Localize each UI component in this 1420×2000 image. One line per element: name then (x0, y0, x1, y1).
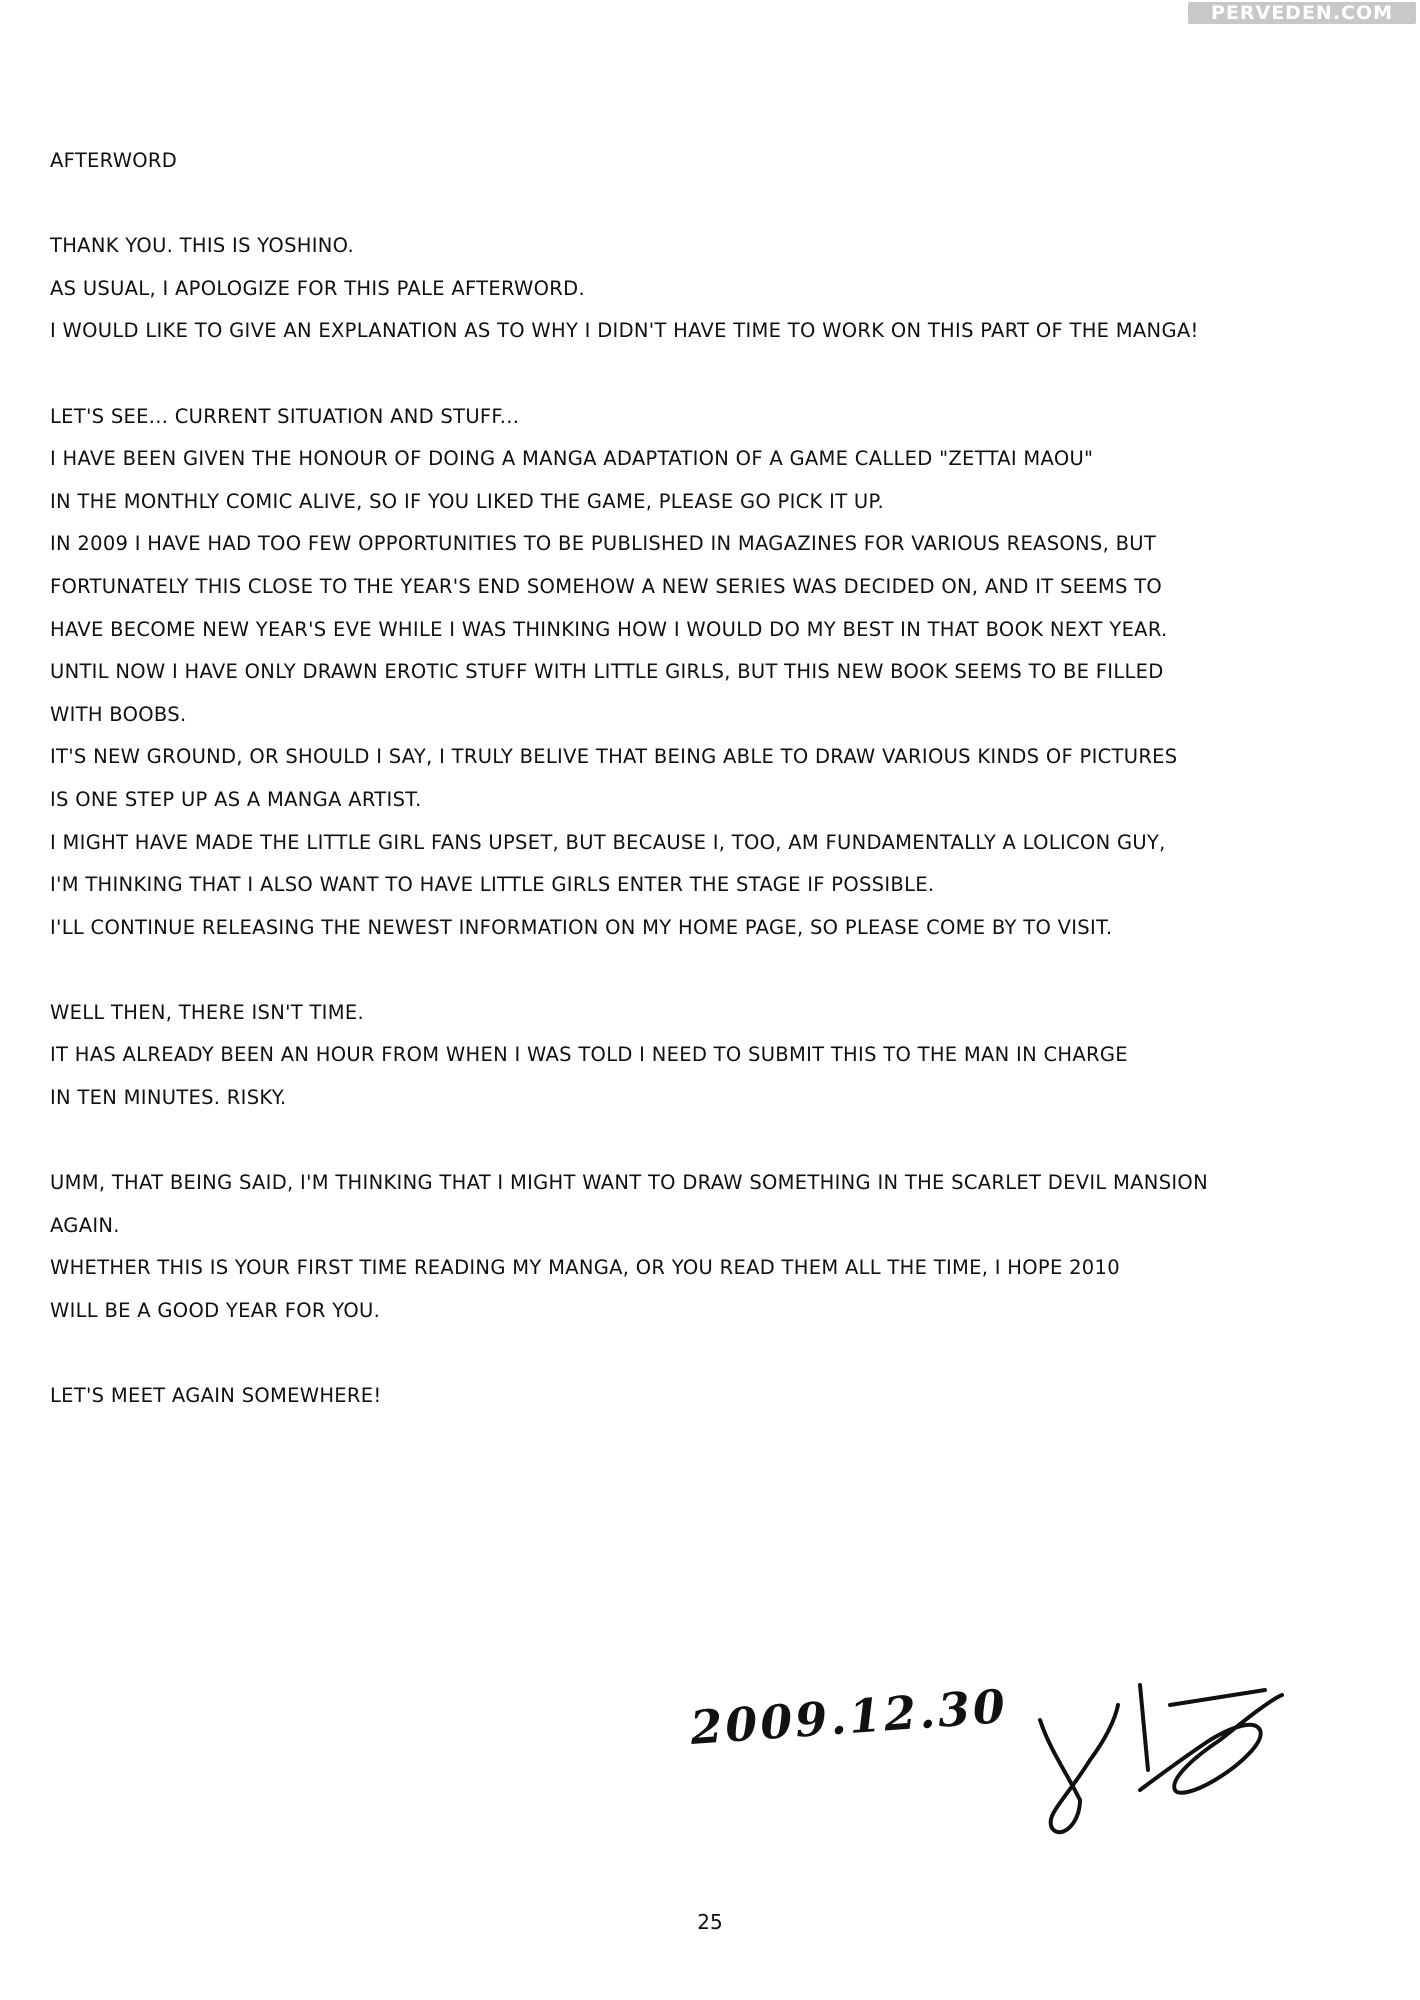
paragraph-gap (50, 1120, 1390, 1163)
paragraph-gap (50, 183, 1390, 226)
text-line: I WOULD LIKE TO GIVE AN EXPLANATION AS TO WHY I DIDN'T HAVE TIME TO WORK ON THIS PART OF THE MANGA! (50, 319, 1199, 343)
text-line: UMM, THAT BEING SAID, I'M THINKING THAT I MIGHT WANT TO DRAW SOMETHING IN THE SCARLET DEVIL MANSION (50, 1171, 1208, 1195)
text-line: WELL THEN, THERE ISN'T TIME. (50, 1000, 364, 1024)
text-line: WITH BOOBS. (50, 702, 187, 726)
signature-date: 2009.12.30 (688, 1678, 1010, 1756)
text-line: IS ONE STEP UP AS A MANGA ARTIST. (50, 787, 422, 811)
text-line: LET'S SEE... CURRENT SITUATION AND STUFF... (50, 404, 520, 428)
text-line: IT'S NEW GROUND, OR SHOULD I SAY, I TRULY BELIVE THAT BEING ABLE TO DRAW VARIOUS KINDS OF PICTURES (50, 745, 1178, 769)
paragraph-gap (50, 1333, 1390, 1376)
text-line: THANK YOU. THIS IS YOSHINO. (50, 234, 355, 258)
afterword-heading: AFTERWORD (50, 149, 178, 172)
text-line: I MIGHT HAVE MADE THE LITTLE GIRL FANS UPSET, BUT BECAUSE I, TOO, AM FUNDAMENTALLY A LOLICON GUY, (50, 830, 1166, 854)
text-line: IT HAS ALREADY BEEN AN HOUR FROM WHEN I WAS TOLD I NEED TO SUBMIT THIS TO THE MAN IN CHARGE (50, 1043, 1128, 1067)
page-number: 25 (697, 1910, 723, 1934)
paragraph-gap (50, 353, 1390, 396)
text-line: IN THE MONTHLY COMIC ALIVE, SO IF YOU LIKED THE GAME, PLEASE GO PICK IT UP. (50, 489, 884, 513)
signature-block (690, 1650, 1290, 1850)
text-line: I'LL CONTINUE RELEASING THE NEWEST INFORMATION ON MY HOME PAGE, SO PLEASE COME BY TO VISIT. (50, 915, 1113, 939)
text-line: I'M THINKING THAT I ALSO WANT TO HAVE LITTLE GIRLS ENTER THE STAGE IF POSSIBLE. (50, 873, 935, 897)
paragraph-gap (50, 949, 1390, 992)
handwritten-signature (1020, 1650, 1290, 1850)
afterword-text-block (50, 140, 1390, 1418)
text-line: WILL BE A GOOD YEAR FOR YOU. (50, 1299, 381, 1323)
text-line: FORTUNATELY THIS CLOSE TO THE YEAR'S END SOMEHOW A NEW SERIES WAS DECIDED ON, AND IT SEEMS TO (50, 574, 1163, 598)
watermark-text: PERVEDEN.COM (1210, 2, 1394, 24)
text-line: IN 2009 I HAVE HAD TOO FEW OPPORTUNITIES TO BE PUBLISHED IN MAGAZINES FOR VARIOUS REASONS, BUT (50, 532, 1157, 556)
text-line: AS USUAL, I APOLOGIZE FOR THIS PALE AFTERWORD. (50, 276, 585, 300)
text-line: LET'S MEET AGAIN SOMEWHERE! (50, 1384, 382, 1408)
text-line: WHETHER THIS IS YOUR FIRST TIME READING MY MANGA, OR YOU READ THEM ALL THE TIME, I HOPE 2010 (50, 1256, 1120, 1280)
site-watermark (1188, 2, 1416, 24)
text-line: I HAVE BEEN GIVEN THE HONOUR OF DOING A MANGA ADAPTATION OF A GAME CALLED "ZETTAI MAOU" (50, 447, 1094, 471)
text-line: UNTIL NOW I HAVE ONLY DRAWN EROTIC STUFF WITH LITTLE GIRLS, BUT THIS NEW BOOK SEEMS TO BE FILLED (50, 660, 1164, 684)
text-line: HAVE BECOME NEW YEAR'S EVE WHILE I WAS THINKING HOW I WOULD DO MY BEST IN THAT BOOK NEXT YEAR. (50, 617, 1168, 641)
text-line: IN TEN MINUTES. RISKY. (50, 1086, 287, 1110)
text-line: AGAIN. (50, 1213, 120, 1237)
